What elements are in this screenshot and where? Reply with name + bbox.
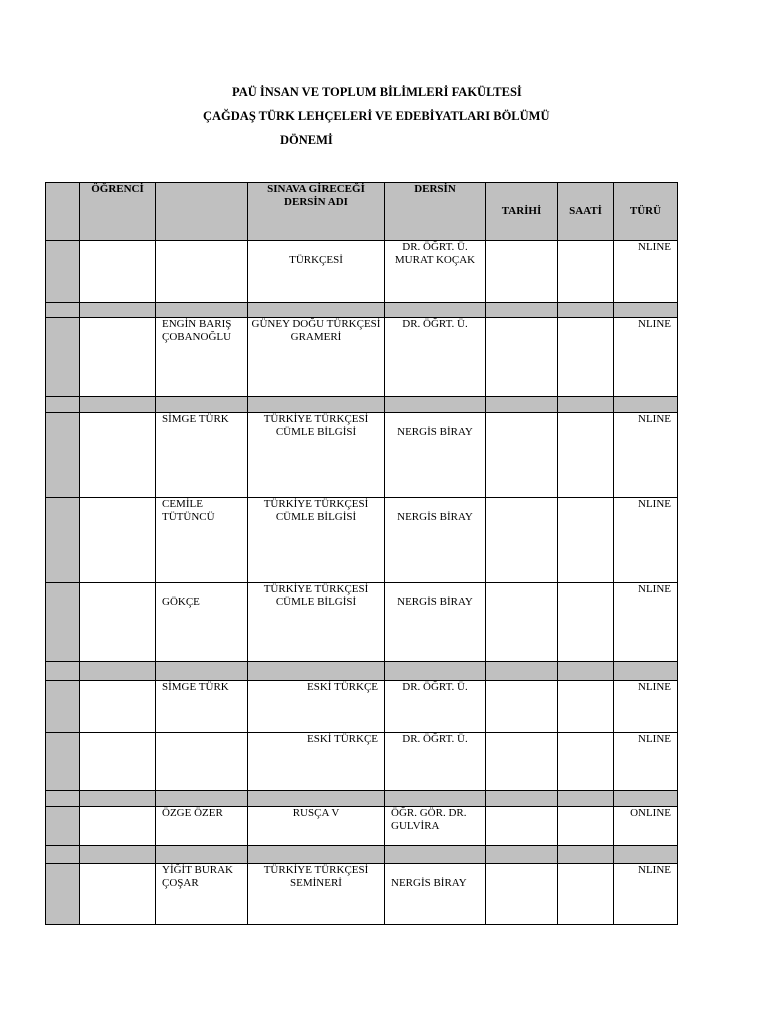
header-empty-cell	[156, 183, 248, 241]
department-title: ÇAĞDAŞ TÜRK LEHÇELERİ VE EDEBİYATLARI BÖLÜMÜ	[203, 109, 550, 123]
header-ders-adi: SINAVA GİRECEĞİ DERSİN ADI	[248, 183, 385, 241]
row-index-cell	[46, 413, 80, 498]
instructor-cell: DR. ÖĞRT. Ü. MURAT KOÇAK	[385, 241, 486, 303]
ogrenci-cell	[80, 413, 156, 498]
time-cell	[558, 807, 614, 846]
separator-row	[46, 303, 678, 318]
date-cell	[486, 241, 558, 303]
instructor-cell: NERGİS BİRAY	[385, 498, 486, 583]
date-cell	[486, 583, 558, 662]
row-index-cell	[46, 498, 80, 583]
time-cell	[558, 864, 614, 925]
instructor-cell: ÖĞR. GÖR. DR. GULVİRA	[385, 807, 486, 846]
exam-type-cell: NLINE	[614, 864, 678, 925]
table-header-row	[46, 183, 678, 241]
exam-type-cell: NLINE	[614, 413, 678, 498]
instructor-cell: DR. ÖĞRT. Ü.	[385, 318, 486, 397]
time-cell	[558, 241, 614, 303]
date-cell	[486, 733, 558, 791]
student-name-cell: ENGİN BARIŞ ÇOBANOĞLU	[156, 318, 248, 397]
table-row	[46, 318, 678, 397]
ogrenci-cell	[80, 583, 156, 662]
course-name-cell: RUSÇA V	[248, 807, 385, 846]
separator-row	[46, 846, 678, 864]
student-name-cell: ÖZGE ÖZER	[156, 807, 248, 846]
time-cell	[558, 681, 614, 733]
row-index-cell	[46, 241, 80, 303]
exam-type-cell: NLINE	[614, 498, 678, 583]
date-cell	[486, 864, 558, 925]
table-row	[46, 807, 678, 846]
header-ogrenci: ÖĞRENCİ	[80, 183, 156, 241]
table-row	[46, 413, 678, 498]
exam-type-cell: NLINE	[614, 318, 678, 397]
course-name-cell: TÜRKÇESİ	[248, 241, 385, 303]
student-name-cell: SİMGE TÜRK	[156, 681, 248, 733]
student-name-cell	[156, 241, 248, 303]
header-turu: TÜRÜ	[614, 183, 678, 241]
course-name-cell: TÜRKİYE TÜRKÇESİ SEMİNERİ	[248, 864, 385, 925]
instructor-cell: NERGİS BİRAY	[385, 583, 486, 662]
course-name-cell: GÜNEY DOĞU TÜRKÇESİ GRAMERİ	[248, 318, 385, 397]
exam-type-cell: ONLINE	[614, 807, 678, 846]
date-cell	[486, 807, 558, 846]
student-name-cell: YİĞİT BURAK ÇOŞAR	[156, 864, 248, 925]
time-cell	[558, 733, 614, 791]
course-name-cell: ESKİ TÜRKÇE	[248, 681, 385, 733]
date-cell	[486, 498, 558, 583]
course-name-cell: TÜRKİYE TÜRKÇESİ CÜMLE BİLGİSİ	[248, 583, 385, 662]
table-row	[46, 733, 678, 791]
row-index-cell	[46, 807, 80, 846]
table-row	[46, 498, 678, 583]
separator-row	[46, 791, 678, 807]
separator-row	[46, 662, 678, 681]
row-index-cell	[46, 681, 80, 733]
row-index-cell	[46, 318, 80, 397]
instructor-cell: DR. ÖĞRT. Ü.	[385, 733, 486, 791]
course-name-cell: TÜRKİYE TÜRKÇESİ CÜMLE BİLGİSİ	[248, 498, 385, 583]
instructor-cell: DR. ÖĞRT. Ü.	[385, 681, 486, 733]
ogrenci-cell	[80, 807, 156, 846]
ogrenci-cell	[80, 318, 156, 397]
course-name-cell: ESKİ TÜRKÇE	[248, 733, 385, 791]
date-cell	[486, 413, 558, 498]
exam-type-cell: NLINE	[614, 681, 678, 733]
header-saati: SAATİ	[558, 183, 614, 241]
header-dersin: DERSİN	[385, 183, 486, 241]
exam-type-cell: NLINE	[614, 733, 678, 791]
time-cell	[558, 413, 614, 498]
instructor-cell: NERGİS BİRAY	[385, 864, 486, 925]
exam-type-cell: NLINE	[614, 583, 678, 662]
time-cell	[558, 583, 614, 662]
ogrenci-cell	[80, 864, 156, 925]
ogrenci-cell	[80, 733, 156, 791]
table-row	[46, 864, 678, 925]
student-name-cell	[156, 733, 248, 791]
table-row	[46, 583, 678, 662]
course-name-cell: TÜRKİYE TÜRKÇESİ CÜMLE BİLGİSİ	[248, 413, 385, 498]
time-cell	[558, 498, 614, 583]
row-index-cell	[46, 733, 80, 791]
student-name-cell: SİMGE TÜRK	[156, 413, 248, 498]
row-index-cell	[46, 583, 80, 662]
ogrenci-cell	[80, 681, 156, 733]
date-cell	[486, 681, 558, 733]
ogrenci-cell	[80, 241, 156, 303]
row-index-cell	[46, 864, 80, 925]
table-row	[46, 681, 678, 733]
ogrenci-cell	[80, 498, 156, 583]
instructor-cell: NERGİS BİRAY	[385, 413, 486, 498]
student-name-cell: CEMİLE TÜTÜNCÜ	[156, 498, 248, 583]
header-index-cell	[46, 183, 80, 241]
exam-schedule-table	[45, 182, 678, 925]
faculty-title: PAÜ İNSAN VE TOPLUM BİLİMLERİ FAKÜLTESİ	[232, 85, 522, 99]
date-cell	[486, 318, 558, 397]
student-name-cell: GÖKÇE	[156, 583, 248, 662]
header-tarihi: TARİHİ	[486, 183, 558, 241]
table-row	[46, 241, 678, 303]
term-title: DÖNEMİ	[280, 133, 333, 147]
time-cell	[558, 318, 614, 397]
exam-type-cell: NLINE	[614, 241, 678, 303]
separator-row	[46, 397, 678, 413]
